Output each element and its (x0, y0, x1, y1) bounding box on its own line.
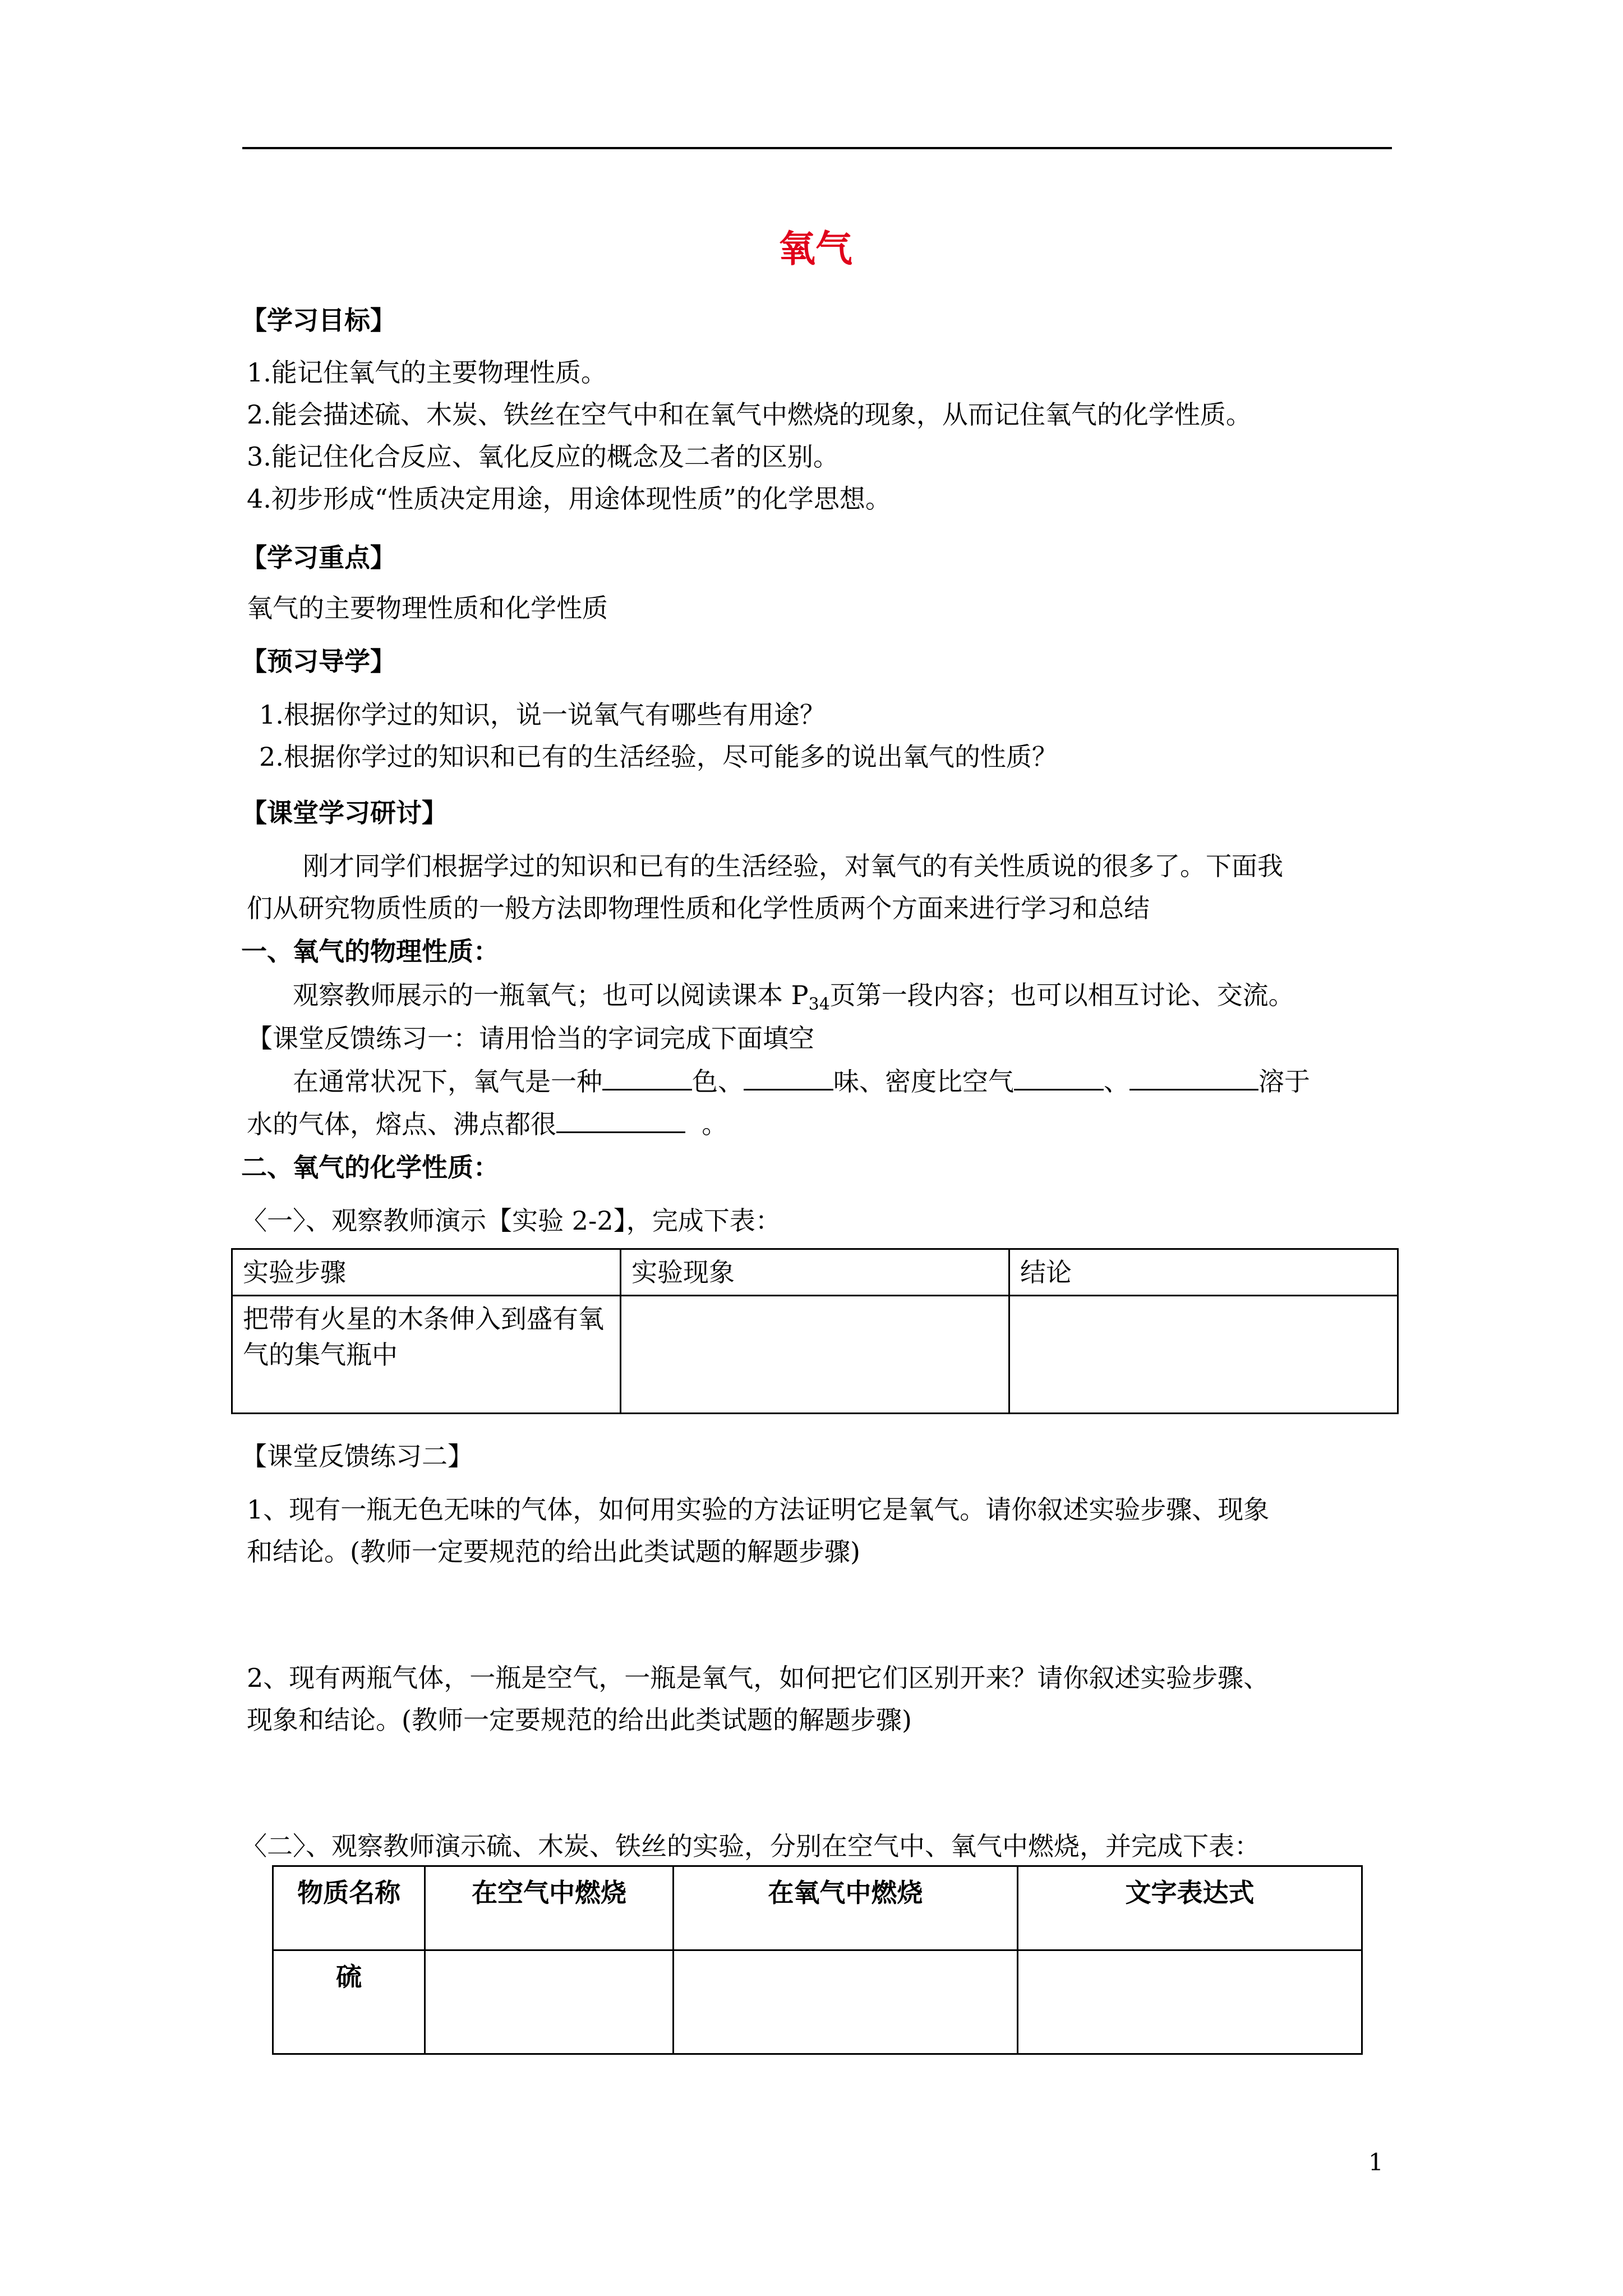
blank-solubility[interactable] (1129, 1066, 1258, 1091)
question1-line2: 和结论。(教师一定要规范的给出此类试题的解题步骤) (247, 1536, 860, 1567)
header-rule (242, 147, 1392, 149)
page-title: 氧气 (778, 227, 852, 270)
table-cell-substance: 硫 (273, 1950, 425, 2054)
objective-item: 1.能记住氧气的主要物理性质。 (247, 357, 607, 388)
fill-blank-line2: 水的气体，熔点、沸点都很 。 (247, 1109, 728, 1139)
question2-line1: 2、现有两瓶气体，一瓶是空气，一瓶是氧气，如何把它们区别开来？请你叙述实验步骤、 (247, 1663, 1270, 1693)
table-header: 在空气中燃烧 (425, 1866, 674, 1950)
table-cell-word-equation[interactable] (1017, 1950, 1362, 2054)
preview-item: 2.根据你学过的知识和已有的生活经验，尽可能多的说出氧气的性质？ (259, 742, 1058, 772)
chemical-part1: 〈一〉、观察教师演示【实验 2-2】，完成下表： (241, 1205, 781, 1236)
exercise1-heading: 【课堂反馈练习一：请用恰当的字词完成下面填空 (247, 1023, 814, 1053)
preview-heading: 【预习导学】 (241, 646, 396, 677)
exercise2-heading: 【课堂反馈练习二】 (241, 1441, 473, 1471)
table-header: 实验现象 (621, 1249, 1009, 1296)
objective-item: 3.能记住化合反应、氧化反应的概念及二者的区别。 (247, 441, 839, 472)
table-cell-step: 把带有火星的木条伸入到盛有氧气的集气瓶中 (232, 1296, 621, 1414)
keypoints-text: 氧气的主要物理性质和化学性质 (247, 593, 608, 623)
classroom-heading: 【课堂学习研讨】 (241, 798, 448, 828)
table-cell-air-burning[interactable] (425, 1950, 674, 2054)
experiment-table (231, 1248, 1399, 1414)
table-cell-oxygen-burning[interactable] (673, 1950, 1017, 2054)
classroom-intro-line2: 们从研究物质性质的一般方法即物理性质和化学性质两个方面来进行学习和总结 (247, 893, 1150, 923)
table-header: 文字表达式 (1017, 1866, 1362, 1950)
table-header: 在氧气中燃烧 (673, 1866, 1017, 1950)
physical-observe: 观察教师展示的一瓶氧气；也可以阅读课本 $P_{34}$页第一段内容；也可以相互讨论、交流。 (293, 980, 1294, 1014)
question2-line2: 现象和结论。(教师一定要规范的给出此类试题的解题步骤) (247, 1705, 912, 1735)
objectives-heading: 【学习目标】 (241, 305, 396, 335)
classroom-intro-line1: 刚才同学们根据学过的知识和已有的生活经验，对氧气的有关性质说的很多了。下面我 (303, 851, 1283, 881)
preview-item: 1.根据你学过的知识，说一说氧气有哪些有用途？ (259, 700, 826, 730)
blank-smell[interactable] (744, 1066, 833, 1091)
physical-heading: 一、氧气的物理性质： (241, 936, 499, 967)
table-header: 实验步骤 (232, 1249, 621, 1296)
table-cell-conclusion[interactable] (1009, 1296, 1398, 1414)
keypoints-heading: 【学习重点】 (241, 542, 396, 573)
blank-color[interactable] (602, 1066, 692, 1091)
objective-item: 4.初步形成“性质决定用途，用途体现性质”的化学思想。 (247, 484, 891, 514)
chemical-heading: 二、氧气的化学性质： (241, 1152, 499, 1182)
table-header: 结论 (1009, 1249, 1398, 1296)
blank-density[interactable] (1014, 1066, 1104, 1091)
combustion-table (272, 1865, 1363, 2055)
table-cell-phenomenon[interactable] (621, 1296, 1009, 1414)
fill-blank-line1: 在通常状况下，氧气是一种 色、 味、密度比空气 、 溶于 (293, 1066, 1310, 1097)
blank-melting-point[interactable] (556, 1109, 685, 1133)
page-number: 1 (1368, 2148, 1384, 2176)
question1-line1: 1、现有一瓶无色无味的气体，如何用实验的方法证明它是氧气。请你叙述实验步骤、现象 (247, 1494, 1270, 1525)
table-header: 物质名称 (273, 1866, 425, 1950)
chemical-part2: 〈二〉、观察教师演示硫、木炭、铁丝的实验，分别在空气中、氧气中燃烧，并完成下表： (241, 1831, 1260, 1861)
objective-item: 2.能会描述硫、木炭、铁丝在空气中和在氧气中燃烧的现象，从而记住氧气的化学性质。 (247, 399, 1252, 430)
